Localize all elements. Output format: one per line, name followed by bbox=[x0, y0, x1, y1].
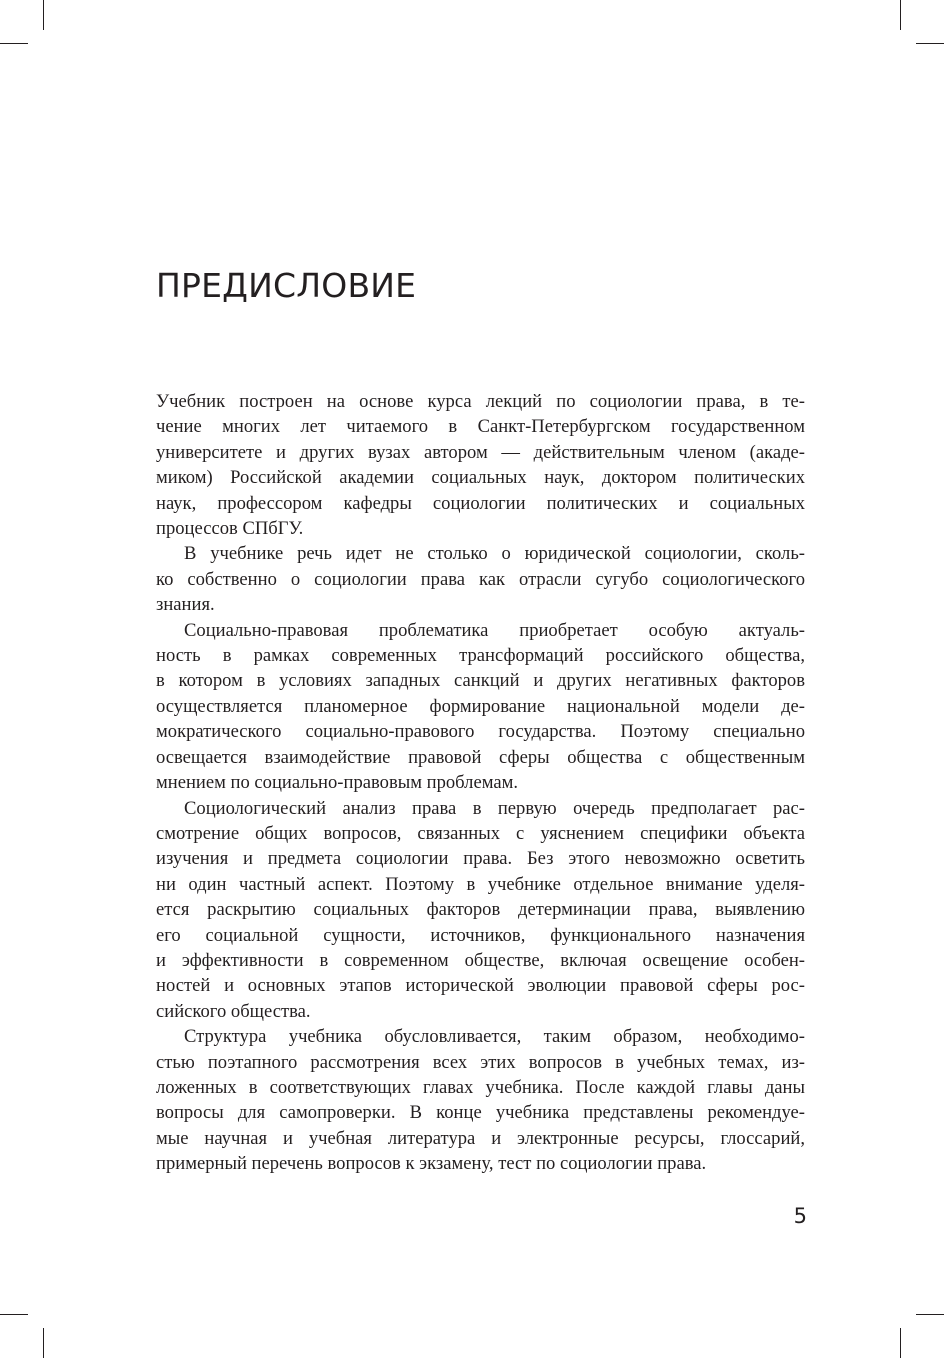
crop-mark-top-left-horizontal bbox=[0, 43, 28, 44]
body-text bbox=[156, 389, 805, 1177]
text-line: Социологический анализ права в первую очередь предполагает рас- bbox=[184, 797, 805, 819]
text-line: осуществляется планомерное формирование национальной модели де- bbox=[156, 695, 805, 717]
text-line: ностей и основных этапов исторической эволюции правовой сферы рос- bbox=[156, 975, 805, 997]
text-line: в котором в условиях западных санкций и других негативных факторов bbox=[156, 670, 805, 692]
text-line: ни один частный аспект. Поэтому в учебнике отдельное внимание уделя- bbox=[156, 873, 805, 895]
text-line: мые научная и учебная литература и электронные ресурсы, глоссарий, bbox=[156, 1127, 805, 1149]
paragraph-3 bbox=[156, 618, 805, 796]
text-line: процессов СПбГУ. bbox=[156, 518, 304, 540]
paragraph-5 bbox=[156, 1024, 805, 1176]
text-line: освещается взаимодействие правовой сферы общества с общественным bbox=[156, 746, 805, 768]
text-line: Учебник построен на основе курса лекций по социологии права, в те- bbox=[156, 391, 805, 412]
text-line: ется раскрытию социальных факторов детерминации права, выявлению bbox=[156, 899, 805, 921]
text-line: вопросы для самопроверки. В конце учебника представлены рекомендуе- bbox=[156, 1102, 805, 1124]
crop-mark-bottom-right-vertical bbox=[900, 1328, 901, 1358]
text-line: университете и других вузах автором — действительным членом (акаде- bbox=[156, 441, 805, 463]
text-line: ложенных в соответствующих главах учебника. После каждой главы даны bbox=[156, 1076, 805, 1098]
text-line: и эффективности в современном обществе, включая освещение особен- bbox=[156, 949, 805, 971]
crop-mark-bottom-left-horizontal bbox=[0, 1314, 28, 1315]
paragraph-4 bbox=[156, 796, 805, 1025]
crop-mark-top-right-vertical bbox=[900, 0, 901, 30]
text-line: стью поэтапного рассмотрения всех этих вопросов в учебных темах, из- bbox=[156, 1051, 805, 1073]
text-line: Структура учебника обусловливается, таким образом, необходимо- bbox=[184, 1026, 805, 1048]
text-line: ко собственно о социологии права как отрасли сугубо социологического bbox=[156, 568, 805, 590]
text-line: Социально-правовая проблематика приобретает особую актуаль- bbox=[184, 619, 805, 641]
page-title: ПРЕДИСЛОВИЕ bbox=[156, 266, 417, 305]
paragraph-2 bbox=[156, 541, 805, 617]
text-line: мократического социально-правового государства. Поэтому специально bbox=[156, 721, 805, 743]
crop-mark-top-right-horizontal bbox=[916, 43, 944, 44]
text-line: В учебнике речь идет не столько о юридической социологии, сколь- bbox=[184, 543, 805, 565]
crop-mark-bottom-right-horizontal bbox=[916, 1314, 944, 1315]
crop-mark-top-left-vertical bbox=[43, 0, 44, 30]
text-line: мнением по социально-правовым проблемам. bbox=[156, 772, 519, 794]
text-line: чение многих лет читаемого в Санкт-Петербургском государственном bbox=[156, 416, 805, 438]
text-line: смотрение общих вопросов, связанных с уяснением специфики объекта bbox=[156, 822, 805, 844]
text-line: изучения и предмета социологии права. Без этого невозможно осветить bbox=[156, 848, 805, 870]
text-line: миком) Российской академии социальных наук, доктором политических bbox=[156, 467, 805, 489]
text-line: примерный перечень вопросов к экзамену, тест по социологии права. bbox=[156, 1153, 707, 1175]
text-line: сийского общества. bbox=[156, 1000, 311, 1022]
text-line: его социальной сущности, источников, функционального назначения bbox=[156, 924, 805, 946]
page-number: 5 bbox=[793, 1204, 807, 1228]
text-line: знания. bbox=[156, 594, 215, 616]
crop-mark-bottom-left-vertical bbox=[43, 1328, 44, 1358]
text-line: ность в рамках современных трансформаций российского общества, bbox=[156, 645, 805, 667]
paragraph-1 bbox=[156, 389, 805, 541]
text-line: наук, профессором кафедры социологии политических и социальных bbox=[156, 492, 805, 514]
